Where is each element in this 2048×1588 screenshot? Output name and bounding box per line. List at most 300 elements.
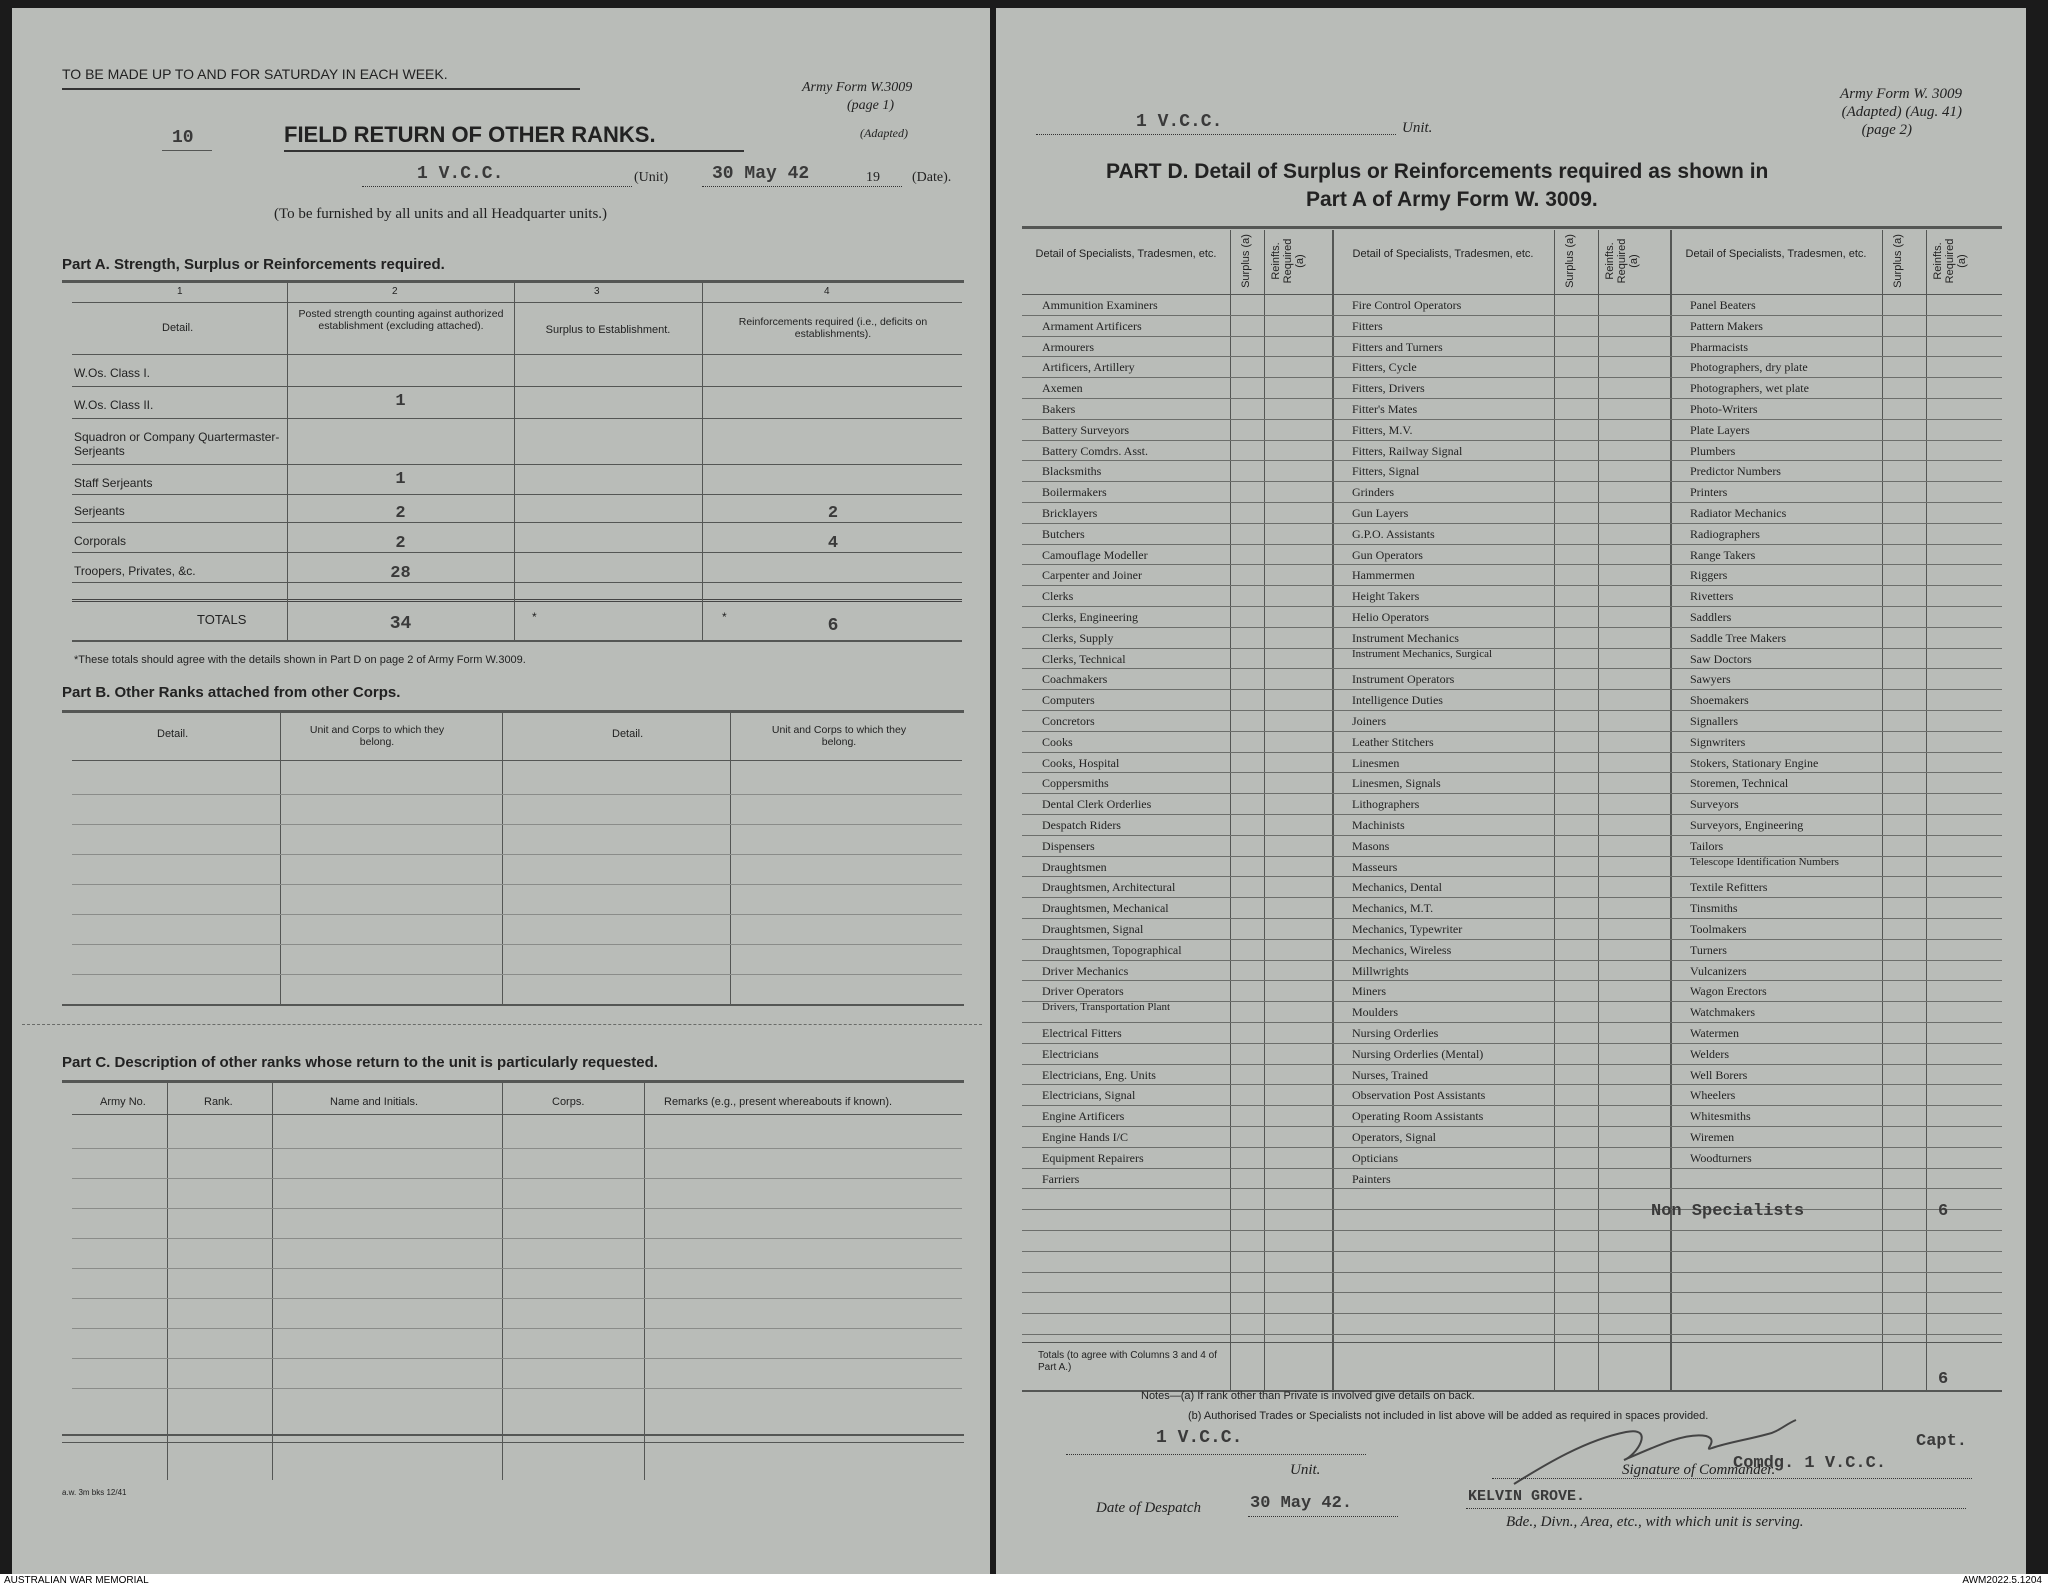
archive-footer xyxy=(0,1574,2048,1588)
part-a-header-rule xyxy=(72,354,962,355)
part-d-item-label: Operating Room Assistants xyxy=(1352,1109,1484,1124)
part-d-item-label: Riggers xyxy=(1690,568,1728,583)
despatch-value: 30 May 42. xyxy=(1250,1494,1353,1513)
part-d-row-rule xyxy=(1022,419,2002,420)
part-d-totals-label: Totals (to agree with Columns 3 and 4 of Part A.) xyxy=(1038,1350,1217,1373)
part-d-item-label: Joiners xyxy=(1352,714,1386,728)
part-c-row-rule xyxy=(72,1298,962,1299)
form-adapted: (Adapted) xyxy=(860,126,908,140)
part-d-item-label: Coppersmiths xyxy=(1042,776,1109,791)
part-d-col-rule xyxy=(1882,230,1883,1390)
part-b-row-rule xyxy=(72,944,962,945)
part-d-item-label: Engine Hands I/C xyxy=(1042,1130,1128,1144)
form-number-line xyxy=(162,150,212,151)
part-d-row-rule xyxy=(1022,356,2002,357)
part-d-row-rule xyxy=(1022,731,2002,732)
part-b-header-unit-2: Unit and Corps to which they belong. xyxy=(771,724,907,748)
part-d-item-label: Woodturners xyxy=(1690,1150,1752,1165)
p2-unit-label: Unit. xyxy=(1402,120,1433,136)
p2-unit-dotline xyxy=(1036,134,1396,135)
part-d-item-label: Axemen xyxy=(1042,381,1083,396)
note-b: (b) Authorised Trades or Specialists not included in list above will be added as required in spaces provided. xyxy=(1188,1410,1709,1422)
part-d-item-label: Nursing Orderlies (Mental) xyxy=(1352,1046,1484,1061)
part-b-row-rule xyxy=(72,974,962,975)
part-d-row-rule xyxy=(1022,606,2002,607)
part-d-item-label: Bakers xyxy=(1042,402,1076,416)
part-d-row-rule xyxy=(1022,460,2002,461)
part-d-item-label: Gun Operators xyxy=(1352,547,1423,562)
part-d-item-label: Clerks, Technical xyxy=(1042,651,1126,666)
non-specialists-value: 6 xyxy=(1938,1202,1949,1221)
part-d-item-label: Sawyers xyxy=(1690,672,1731,687)
part-d-item-label: Whitesmiths xyxy=(1690,1109,1751,1124)
part-d-row-rule xyxy=(1022,793,2002,794)
part-a-totals-rule xyxy=(72,599,962,602)
part-d-row-rule xyxy=(1022,1043,2002,1044)
part-d-item-label: Concretors xyxy=(1042,714,1095,728)
part-d-row-rule xyxy=(1022,689,2002,690)
part-d-item-label: Millwrights xyxy=(1352,963,1409,978)
footer-accession: AWM2022.5.1204 xyxy=(1962,1575,2042,1586)
sig-unit-dotline xyxy=(1066,1454,1366,1455)
part-d-row-rule xyxy=(1022,772,2002,773)
part-c-row-rule xyxy=(72,1208,962,1209)
part-d-item-label: Butchers xyxy=(1042,526,1085,541)
part-c-title: Part C. Description of other ranks whose return to the unit is particularly requested. xyxy=(62,1054,658,1071)
part-a-row-rule xyxy=(72,418,962,419)
part-a-row-rule xyxy=(72,582,962,583)
part-d-header-reinf: Reinfts. Required (a) xyxy=(1604,238,1640,284)
despatch-dotline xyxy=(1248,1516,1398,1517)
part-a-bottom-rule xyxy=(72,640,962,642)
part-d-item-label: Draughtsmen xyxy=(1042,859,1107,874)
part-d-item-label: Vulcanizers xyxy=(1690,963,1747,978)
part-d-item-label: Signwriters xyxy=(1690,734,1746,749)
part-d-top-rule xyxy=(1022,226,2002,229)
part-a-header-surplus: Surplus to Establishment. xyxy=(545,324,671,336)
part-d-item-label: Predictor Numbers xyxy=(1690,464,1781,479)
part-c-row-rule xyxy=(72,1238,962,1239)
col-num-2: 2 xyxy=(392,286,398,297)
part-d-item-label: Range Takers xyxy=(1690,547,1756,562)
part-a-row-detail: Serjeants xyxy=(74,504,125,518)
unit-dotline xyxy=(362,186,632,187)
part-d-row-rule xyxy=(1022,1064,2002,1065)
part-d-item-label: Electricians, Eng. Units xyxy=(1042,1067,1156,1082)
part-d-totals-rule xyxy=(1022,1342,2002,1343)
part-d-row-rule xyxy=(1022,502,2002,503)
part-d-row-rule xyxy=(1022,648,2002,649)
part-d-row-rule xyxy=(1022,1334,2002,1335)
form-ref: Army Form W.3009 xyxy=(802,80,913,95)
col-num-4: 4 xyxy=(824,286,830,297)
part-d-header-surplus: Surplus (a) xyxy=(1240,234,1252,288)
part-d-row-rule xyxy=(1022,377,2002,378)
non-specialists-label: Non Specialists xyxy=(1651,1202,1805,1221)
part-d-item-label: Leather Stitchers xyxy=(1352,734,1434,749)
part-d-row-rule xyxy=(1022,1313,2002,1314)
part-a-totals-posted: 34 xyxy=(389,614,412,634)
part-d-row-rule xyxy=(1022,1272,2002,1273)
part-d-item-label: Surveyors, Engineering xyxy=(1690,818,1804,832)
part-d-item-label: G.P.O. Assistants xyxy=(1352,526,1435,541)
note-a: Notes—(a) If rank other than Private is involved give details on back. xyxy=(1141,1390,1475,1402)
part-d-item-label: Machinists xyxy=(1352,818,1405,832)
part-d-item-label: Radiographers xyxy=(1690,526,1760,541)
part-d-item-label: Intelligence Duties xyxy=(1352,693,1443,708)
part-d-item-label: Signallers xyxy=(1690,714,1738,728)
part-d-item-label: Linesmen, Signals xyxy=(1352,776,1441,791)
part-d-item-label: Fitter's Mates xyxy=(1352,402,1418,416)
part-d-item-label: Lithographers xyxy=(1352,797,1420,812)
part-c-header-name: Name and Initials. xyxy=(330,1096,419,1108)
part-c-top-rule xyxy=(62,1080,964,1083)
part-d-item-label: Nursing Orderlies xyxy=(1352,1026,1439,1040)
part-d-item-label: Armament Artificers xyxy=(1042,318,1142,333)
part-d-row-rule xyxy=(1022,918,2002,919)
part-d-item-label: Photographers, wet plate xyxy=(1690,381,1809,396)
part-d-item-label: Painters xyxy=(1352,1171,1391,1186)
part-b-row-rule xyxy=(72,824,962,825)
form-number: 10 xyxy=(172,128,194,148)
area-label: Bde., Divn., Area, etc., with which unit is serving. xyxy=(1506,1514,1804,1530)
part-d-item-label: Linesmen xyxy=(1352,755,1400,770)
part-c-row-rule xyxy=(72,1178,962,1179)
part-d-row-rule xyxy=(1022,1251,2002,1252)
part-d-item-label: Ammunition Examiners xyxy=(1042,298,1158,312)
part-d-item-label: Equipment Repairers xyxy=(1042,1150,1144,1165)
part-d-item-label: Wheelers xyxy=(1690,1088,1736,1103)
part-c-header-rank: Rank. xyxy=(204,1096,233,1108)
p2-form-page: (page 2) xyxy=(1861,122,1912,138)
part-c-header-corps: Corps. xyxy=(552,1096,585,1108)
part-d-col-rule xyxy=(1598,230,1599,1390)
part-d-row-rule xyxy=(1022,481,2002,482)
part-d-row-rule xyxy=(1022,564,2002,565)
part-d-item-label: Fitters, M.V. xyxy=(1352,422,1413,437)
part-d-item-label: Electricians xyxy=(1042,1046,1099,1061)
part-d-item-label: Helio Operators xyxy=(1352,610,1429,624)
part-d-item-label: Drivers, Transportation Plant xyxy=(1042,1001,1171,1014)
part-d-row-rule xyxy=(1022,752,2002,753)
area-value: KELVIN GROVE. xyxy=(1468,1488,1586,1505)
part-d-item-label: Welders xyxy=(1690,1046,1730,1061)
top-note-underline xyxy=(62,88,580,90)
part-d-row-rule xyxy=(1022,1230,2002,1231)
part-d-item-label: Wiremen xyxy=(1690,1130,1735,1144)
part-b-row-rule xyxy=(72,884,962,885)
part-d-item-label: Mechanics, Typewriter xyxy=(1352,922,1463,936)
part-a-totals-reinf: 6 xyxy=(827,616,839,636)
part-d-item-label: Nurses, Trained xyxy=(1352,1067,1429,1082)
col-num-3: 3 xyxy=(594,286,600,297)
part-d-item-label: Fitters and Turners xyxy=(1352,339,1443,354)
part-d-header-reinf: Reinfts. Required (a) xyxy=(1932,238,1968,284)
part-b-title: Part B. Other Ranks attached from other Corps. xyxy=(62,684,401,701)
top-note: TO BE MADE UP TO AND FOR SATURDAY IN EACH WEEK. xyxy=(62,66,448,82)
form-page: (page 1) xyxy=(847,98,895,113)
part-d-item-label: Grinders xyxy=(1352,485,1394,500)
footer-institution: AUSTRALIAN WAR MEMORIAL xyxy=(4,1575,149,1586)
part-a-col-rule xyxy=(702,280,703,640)
part-d-item-label: Instrument Operators xyxy=(1352,672,1455,687)
part-d-col-rule xyxy=(1264,230,1265,1390)
part-d-item-label: Watermen xyxy=(1690,1026,1740,1040)
part-a-row-detail: W.Os. Class I. xyxy=(74,366,151,380)
part-d-item-label: Rivetters xyxy=(1690,589,1734,604)
part-d-item-label: Instrument Mechanics xyxy=(1352,630,1459,645)
part-d-item-label: Artificers, Artillery xyxy=(1042,360,1135,375)
part-a-row-rule xyxy=(72,464,962,465)
form-title: FIELD RETURN OF OTHER RANKS. xyxy=(284,122,656,147)
part-a-row-posted: 2 xyxy=(395,534,406,553)
p2-form-ref: Army Form W. 3009 xyxy=(1840,86,1962,102)
part-d-item-label: Gun Layers xyxy=(1352,506,1409,520)
part-d-row-rule xyxy=(1022,1292,2002,1293)
part-b-col-rule xyxy=(502,710,503,1004)
part-d-row-rule xyxy=(1022,1001,2002,1002)
part-d-item-label: Height Takers xyxy=(1352,589,1420,604)
sig-label: Signature of Commander. xyxy=(1622,1462,1776,1478)
part-d-item-label: Tinsmiths xyxy=(1690,901,1738,916)
part-d-item-label: Moulders xyxy=(1352,1005,1398,1020)
p2-title-line1: PART D. Detail of Surplus or Reinforcements required as shown in xyxy=(1106,160,1769,183)
part-d-item-label: Cooks, Hospital xyxy=(1042,755,1120,770)
part-d-item-label: Masseurs xyxy=(1352,859,1398,874)
page-fold-line xyxy=(22,1024,982,1025)
part-d-row-rule xyxy=(1022,315,2002,316)
part-d-row-rule xyxy=(1022,398,2002,399)
col-num-1: 1 xyxy=(177,286,183,297)
part-c-row-rule xyxy=(72,1148,962,1149)
part-d-item-label: Battery Surveyors xyxy=(1042,422,1129,437)
part-d-item-label: Despatch Riders xyxy=(1042,818,1121,832)
part-d-row-rule xyxy=(1022,585,2002,586)
part-b-header-rule xyxy=(72,760,962,761)
part-c-col-rule xyxy=(502,1080,503,1480)
part-c-row-rule xyxy=(72,1268,962,1269)
part-c-bottom-rule-2 xyxy=(62,1442,964,1443)
part-c-col-rule xyxy=(644,1080,645,1480)
part-d-item-label: Saddlers xyxy=(1690,610,1732,624)
part-d-item-label: Wagon Erectors xyxy=(1690,984,1767,999)
part-d-row-rule xyxy=(1022,856,2002,857)
part-d-item-label: Draughtsmen, Mechanical xyxy=(1042,901,1169,916)
part-d-item-label: Turners xyxy=(1690,942,1727,957)
part-a-header-detail: Detail. xyxy=(162,322,194,334)
part-a-totals-reinf-mark: * xyxy=(722,610,727,624)
part-d-item-label: Draughtsmen, Signal xyxy=(1042,922,1144,936)
part-d-item-label: Well Borers xyxy=(1690,1067,1748,1082)
part-d-row-rule xyxy=(1022,1147,2002,1148)
part-d-item-label: Storemen, Technical xyxy=(1690,776,1789,791)
sig-comdg: Comdg. 1 V.C.C. xyxy=(1733,1454,1887,1473)
part-d-item-label: Dispensers xyxy=(1042,838,1095,853)
form-page-1 xyxy=(12,8,990,1574)
part-d-row-rule xyxy=(1022,1022,2002,1023)
unit-value: 1 V.C.C. xyxy=(417,164,504,184)
part-d-row-rule xyxy=(1022,1105,2002,1106)
part-d-item-label: Pattern Makers xyxy=(1690,318,1763,333)
part-d-item-label: Coachmakers xyxy=(1042,672,1108,687)
part-b-col-rule xyxy=(730,710,731,1004)
part-a-row-posted: 28 xyxy=(390,564,411,583)
despatch-label: Date of Despatch xyxy=(1096,1500,1201,1516)
sig-rank: Capt. xyxy=(1916,1432,1968,1451)
form-subtitle: (To be furnished by all units and all Headquarter units.) xyxy=(274,206,608,222)
part-a-row-detail: Staff Serjeants xyxy=(74,476,153,490)
part-c-row-rule xyxy=(72,1388,962,1389)
part-d-item-label: Radiator Mechanics xyxy=(1690,506,1787,520)
part-d-item-label: Printers xyxy=(1690,485,1728,500)
sig-unit-value: 1 V.C.C. xyxy=(1156,1428,1243,1448)
part-d-item-label: Plumbers xyxy=(1690,443,1736,458)
part-d-row-rule xyxy=(1022,523,2002,524)
part-d-item-label: Clerks, Engineering xyxy=(1042,610,1138,624)
part-d-row-rule xyxy=(1022,960,2002,961)
part-d-item-label: Panel Beaters xyxy=(1690,298,1756,312)
part-d-item-label: Photo-Writers xyxy=(1690,402,1758,416)
date-label: (Date). xyxy=(912,170,952,185)
date-dotline xyxy=(702,186,902,187)
part-d-item-label: Draughtsmen, Topographical xyxy=(1042,942,1182,957)
area-dotline xyxy=(1466,1508,1966,1509)
date-century: 19 xyxy=(866,170,880,185)
part-d-item-label: Boilermakers xyxy=(1042,485,1107,500)
part-d-header-detail: Detail of Specialists, Tradesmen, etc. xyxy=(1352,248,1534,260)
part-d-item-label: Dental Clerk Orderlies xyxy=(1042,797,1152,812)
part-d-item-label: Cooks xyxy=(1042,734,1073,749)
part-d-row-rule xyxy=(1022,1084,2002,1085)
part-d-item-label: Tailors xyxy=(1690,838,1724,853)
part-d-group-rule xyxy=(1332,230,1334,1390)
part-c-header-remarks: Remarks (e.g., present whereabouts if known). xyxy=(664,1096,893,1108)
part-d-row-rule xyxy=(1022,627,2002,628)
part-d-item-label: Operators, Signal xyxy=(1352,1130,1436,1144)
part-d-row-rule xyxy=(1022,876,2002,877)
part-d-header-rule xyxy=(1022,294,2002,295)
part-d-item-label: Battery Comdrs. Asst. xyxy=(1042,443,1149,458)
part-d-header-detail: Detail of Specialists, Tradesmen, etc. xyxy=(1685,248,1867,260)
part-c-header-rule xyxy=(72,1114,962,1115)
part-d-item-label: Electricians, Signal xyxy=(1042,1088,1136,1103)
part-c-row-rule xyxy=(72,1328,962,1329)
part-b-row-rule xyxy=(72,854,962,855)
part-d-row-rule xyxy=(1022,544,2002,545)
part-a-row-detail: Troopers, Privates, &c. xyxy=(74,564,196,578)
part-d-item-label: Driver Mechanics xyxy=(1042,963,1129,978)
part-d-item-label: Saddle Tree Makers xyxy=(1690,630,1786,645)
part-d-row-rule xyxy=(1022,1168,2002,1169)
part-d-item-label: Masons xyxy=(1352,838,1390,853)
part-d-item-label: Farriers xyxy=(1042,1171,1080,1186)
part-c-header-armyno: Army No. xyxy=(100,1096,146,1108)
part-a-row-detail: W.Os. Class II. xyxy=(74,398,154,412)
part-d-row-rule xyxy=(1022,814,2002,815)
part-d-item-label: Toolmakers xyxy=(1690,922,1747,936)
part-d-row-rule xyxy=(1022,980,2002,981)
part-c-col-rule xyxy=(272,1080,273,1480)
part-d-row-rule xyxy=(1022,897,2002,898)
part-b-col-rule xyxy=(280,710,281,1004)
part-d-item-label: Fitters, Cycle xyxy=(1352,360,1417,375)
part-a-col-rule xyxy=(287,280,288,640)
part-d-header-surplus: Surplus (a) xyxy=(1564,234,1576,288)
part-d-item-label: Instrument Mechanics, Surgical xyxy=(1352,647,1493,660)
part-d-row-rule xyxy=(1022,1126,2002,1127)
part-d-item-label: Clerks xyxy=(1042,589,1074,604)
part-d-item-label: Draughtsmen, Architectural xyxy=(1042,880,1176,895)
part-d-row-rule xyxy=(1022,835,2002,836)
part-c-col-rule xyxy=(167,1080,168,1480)
part-a-totals-surplus-mark: * xyxy=(532,610,537,624)
part-a-totals-label: TOTALS xyxy=(197,612,247,627)
part-b-row-rule xyxy=(72,794,962,795)
part-b-header-detail-1: Detail. xyxy=(157,728,189,740)
part-d-item-label: Fire Control Operators xyxy=(1352,298,1462,312)
part-d-item-label: Driver Operators xyxy=(1042,984,1124,999)
part-d-header-surplus: Surplus (a) xyxy=(1892,234,1904,288)
part-d-item-label: Watchmakers xyxy=(1690,1005,1756,1020)
part-d-item-label: Electrical Fitters xyxy=(1042,1026,1122,1040)
part-d-item-label: Hammermen xyxy=(1352,568,1415,583)
part-d-item-label: Camouflage Modeller xyxy=(1042,547,1148,562)
date-value: 30 May 42 xyxy=(712,164,810,184)
part-a-header-posted: Posted strength counting against authorized establishment (excluding attached). xyxy=(298,308,504,332)
part-d-row-rule xyxy=(1022,1209,2002,1210)
part-d-item-label: Mechanics, M.T. xyxy=(1352,901,1434,916)
part-d-row-rule xyxy=(1022,336,2002,337)
part-d-item-label: Surveyors xyxy=(1690,797,1739,812)
part-d-col-rule xyxy=(1230,230,1231,1390)
part-a-row-rule xyxy=(72,494,962,495)
part-d-header-detail: Detail of Specialists, Tradesmen, etc. xyxy=(1035,248,1217,260)
col-num-rule xyxy=(72,302,962,303)
part-d-item-label: Opticians xyxy=(1352,1150,1398,1165)
form-page-2 xyxy=(996,8,2026,1574)
part-d-item-label: Pharmacists xyxy=(1690,339,1748,354)
part-a-footnote: *These totals should agree with the details shown in Part D on page 2 of Army Form W.3009. xyxy=(74,654,526,666)
part-d-totals-value: 6 xyxy=(1938,1370,1949,1389)
part-c-bottom-rule xyxy=(62,1434,964,1436)
part-b-header-unit-1: Unit and Corps to which they belong. xyxy=(309,724,445,748)
part-d-item-label: Mechanics, Wireless xyxy=(1352,942,1452,957)
part-d-item-label: Telescope Identification Numbers xyxy=(1690,855,1839,868)
part-d-item-label: Clerks, Supply xyxy=(1042,630,1114,645)
part-d-item-label: Engine Artificers xyxy=(1042,1109,1125,1124)
part-d-col-rule xyxy=(1926,230,1927,1390)
part-a-title: Part A. Strength, Surplus or Reinforcements required. xyxy=(62,256,445,273)
part-b-top-rule xyxy=(62,710,964,713)
part-b-row-rule xyxy=(72,914,962,915)
part-d-row-rule xyxy=(1022,668,2002,669)
part-c-row-rule xyxy=(72,1358,962,1359)
unit-label: (Unit) xyxy=(634,170,669,185)
part-d-col-rule xyxy=(1554,230,1555,1390)
part-d-item-label: Fitters, Railway Signal xyxy=(1352,443,1463,458)
part-d-item-label: Computers xyxy=(1042,693,1095,708)
p2-unit-value: 1 V.C.C. xyxy=(1136,112,1223,132)
form-title-underline xyxy=(284,150,744,152)
part-d-item-label: Shoemakers xyxy=(1690,693,1749,708)
part-d-item-label: Photographers, dry plate xyxy=(1690,360,1808,375)
part-a-row-reinf: 2 xyxy=(827,504,839,523)
part-d-item-label: Mechanics, Dental xyxy=(1352,880,1442,895)
part-d-header-reinf: Reinfts. Required (a) xyxy=(1270,238,1306,284)
part-b-bottom-rule xyxy=(62,1004,964,1006)
part-d-item-label: Fitters xyxy=(1352,318,1383,333)
part-d-item-label: Textile Refitters xyxy=(1690,880,1768,895)
